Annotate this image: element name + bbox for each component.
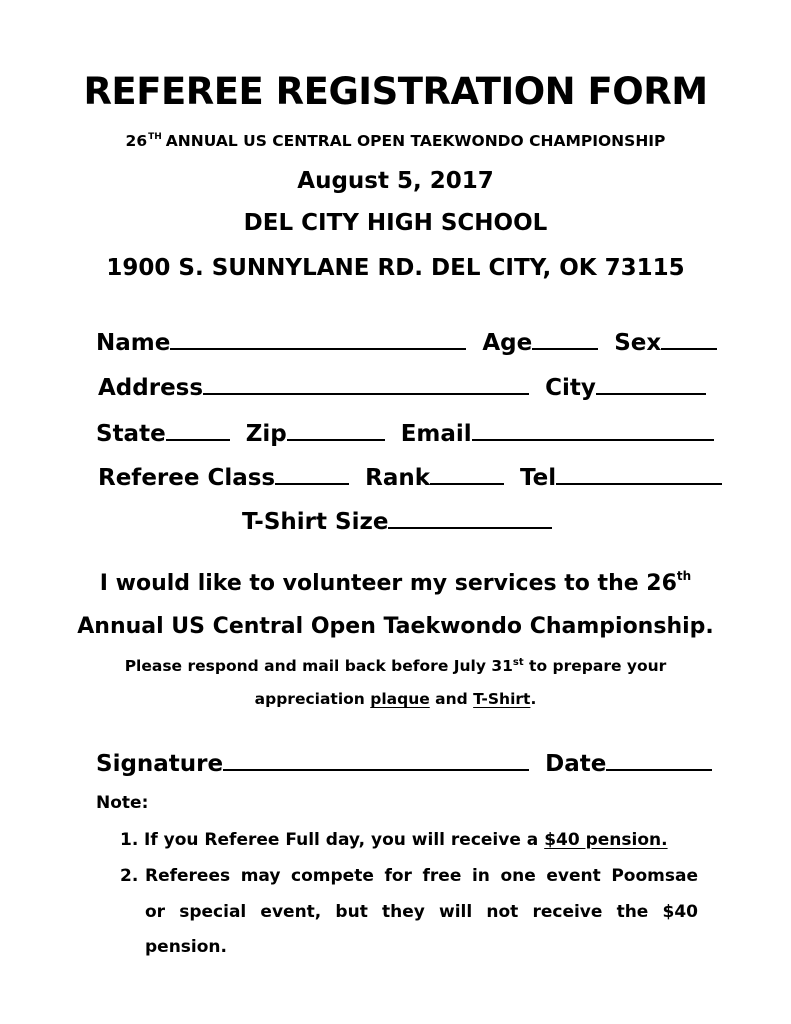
- plaque-text: plaque: [370, 690, 430, 708]
- sex-field[interactable]: [661, 327, 717, 350]
- note-label: Note:: [96, 793, 149, 813]
- tshirt-row: [242, 506, 552, 535]
- signature-field[interactable]: [223, 748, 529, 771]
- note-text-2-line-1: Referees may compete for free in one event Poomsae: [145, 866, 698, 886]
- city-field[interactable]: [596, 372, 706, 395]
- email-label: Email: [400, 421, 472, 447]
- tel-field[interactable]: [556, 462, 722, 485]
- note-item-1: [120, 830, 668, 850]
- respond-ordinal: st: [512, 657, 524, 668]
- referee-class-label: Referee Class: [98, 465, 276, 491]
- name-age-sex-row: [96, 327, 717, 356]
- event-date: August 5, 2017: [297, 168, 494, 194]
- address-city-row: [98, 372, 706, 401]
- name-label: Name: [96, 330, 171, 356]
- zip-field[interactable]: [287, 418, 385, 441]
- volunteer-line-2: Annual US Central Open Taekwondo Championship.: [77, 614, 714, 639]
- form-title: REFEREE REGISTRATION FORM: [83, 70, 708, 113]
- state-field[interactable]: [166, 418, 230, 441]
- class-rank-tel-row: [98, 462, 722, 491]
- respond-text-rest: to prepare your: [523, 657, 667, 675]
- date-field[interactable]: [606, 748, 712, 771]
- state-label: State: [96, 421, 166, 447]
- and-text: and: [429, 690, 474, 708]
- pension-amount: $40 pension.: [544, 830, 668, 850]
- respond-line: [0, 657, 791, 675]
- subtitle-ordinal: TH: [148, 132, 162, 142]
- state-zip-email-row: [96, 418, 714, 447]
- volunteer-ordinal: th: [676, 569, 692, 583]
- note-number-2: 2.: [120, 866, 139, 886]
- event-venue: DEL CITY HIGH SCHOOL: [243, 210, 548, 236]
- address-field[interactable]: [203, 372, 529, 395]
- rank-label: Rank: [365, 465, 431, 491]
- note-number-1: 1.: [120, 830, 139, 850]
- subtitle-number: 26: [125, 132, 148, 150]
- date-label: Date: [545, 751, 607, 777]
- signature-label: Signature: [96, 751, 224, 777]
- appreciation-text: appreciation: [254, 690, 371, 708]
- zip-label: Zip: [245, 421, 287, 447]
- email-field[interactable]: [472, 418, 714, 441]
- note-text-1: If you Referee Full day, you will receive a: [144, 830, 545, 850]
- rank-field[interactable]: [430, 462, 504, 485]
- event-subtitle: [0, 132, 791, 150]
- subtitle-text: ANNUAL US CENTRAL OPEN TAEKWONDO CHAMPIONSHIP: [165, 132, 666, 150]
- appreciation-line: [0, 690, 791, 708]
- event-address: 1900 S. SUNNYLANE RD. DEL CITY, OK 73115: [106, 255, 685, 281]
- age-label: Age: [482, 330, 533, 356]
- tshirt-size-field[interactable]: [388, 506, 552, 529]
- name-field[interactable]: [170, 327, 466, 350]
- period-text: .: [530, 690, 537, 708]
- referee-class-field[interactable]: [275, 462, 349, 485]
- tshirt-size-label: T-Shirt Size: [242, 509, 389, 535]
- note-item-2: [120, 866, 144, 886]
- note-text-2-line-2: or special event, but they will not receive the $40: [145, 902, 698, 922]
- tshirt-text: T-Shirt: [473, 690, 531, 708]
- age-field[interactable]: [532, 327, 598, 350]
- respond-text: Please respond and mail back before July 31: [124, 657, 513, 675]
- note-text-2-line-3: pension.: [145, 937, 227, 957]
- tel-label: Tel: [520, 465, 557, 491]
- volunteer-text: I would like to volunteer my services to the 26: [99, 571, 677, 596]
- volunteer-line-1: [0, 569, 791, 596]
- address-label: Address: [98, 375, 204, 401]
- city-label: City: [545, 375, 596, 401]
- signature-row: [96, 748, 712, 777]
- sex-label: Sex: [614, 330, 662, 356]
